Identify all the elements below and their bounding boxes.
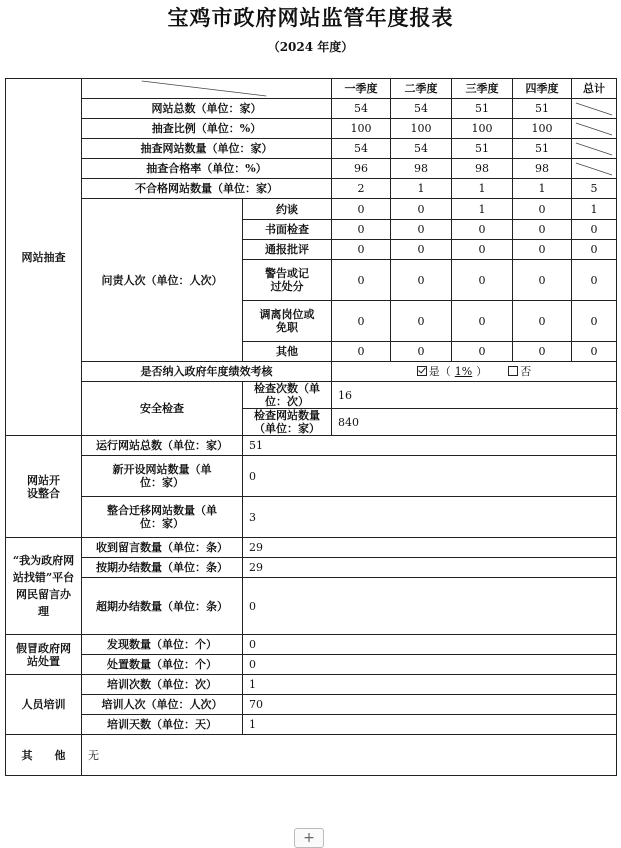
table-cell: 100	[332, 119, 391, 139]
table-cell: 51	[513, 139, 572, 159]
table-cell: 70	[243, 695, 617, 715]
table-row	[6, 715, 617, 735]
option-yes-label: 是（	[428, 365, 451, 378]
table-cell: 51	[452, 99, 513, 119]
accountability-label: 问责人次（单位：人次）	[82, 199, 243, 362]
report-year: （2024 年度）	[267, 40, 354, 54]
table-row	[6, 578, 617, 635]
table-cell: 1	[243, 675, 617, 695]
table-cell: 100	[452, 119, 513, 139]
table-cell: 0	[332, 220, 391, 240]
table-cell: 98	[452, 159, 513, 179]
table-cell: 0	[332, 260, 391, 301]
section-messages: “我为政府网站找错”平台网民留言办理	[6, 538, 82, 635]
row-label: 检查网站数量（单位：家）	[243, 409, 332, 436]
table-cell: 0	[332, 240, 391, 260]
row-label: 不合格网站数量（单位：家）	[82, 179, 332, 199]
table-row	[6, 436, 617, 456]
row-label: 培训次数（单位：次）	[82, 675, 243, 695]
table-cell: 29	[243, 538, 617, 558]
section-opening: 网站开设整合	[6, 436, 82, 538]
table-cell: 29	[243, 558, 617, 578]
row-label: 培训人次（单位：人次）	[82, 695, 243, 715]
table-cell: 1	[572, 199, 617, 220]
row-label: 收到留言数量（单位：条）	[82, 538, 243, 558]
table-cell: 0	[452, 342, 513, 362]
table-cell: 0	[243, 578, 617, 635]
table-cell: 0	[243, 635, 617, 655]
table-cell: 54	[391, 99, 452, 119]
row-label: 培训天数（单位：天）	[82, 715, 243, 735]
slash-cell	[572, 159, 617, 179]
table-row	[6, 139, 617, 159]
report-title: 宝鸡市政府网站监管年度报表	[167, 5, 454, 30]
row-label: 整合迁移网站数量（单位：家）	[82, 497, 243, 538]
row-label: 运行网站总数（单位：家）	[82, 436, 243, 456]
table-cell: 1	[391, 179, 452, 199]
table-cell: 0	[513, 199, 572, 220]
table-cell: 无	[82, 735, 617, 776]
header-total: 总计	[572, 79, 617, 99]
table-row	[6, 179, 617, 199]
table-row	[6, 119, 617, 139]
table-cell: 0	[243, 456, 617, 497]
row-label: 处置数量（单位：个）	[82, 655, 243, 675]
table-row	[6, 382, 617, 409]
row-label: 发现数量（单位：个）	[82, 635, 243, 655]
header-q3: 三季度	[452, 79, 513, 99]
table-cell: 54	[332, 139, 391, 159]
table-row	[6, 675, 617, 695]
row-label: 抽查网站数量（单位：家）	[82, 139, 332, 159]
table-cell: 0	[513, 301, 572, 342]
table-cell: 1	[513, 179, 572, 199]
section-other: 其 他	[6, 735, 82, 776]
table-row	[6, 558, 617, 578]
table-cell: 0	[513, 240, 572, 260]
table-row	[6, 159, 617, 179]
header-q2: 二季度	[391, 79, 452, 99]
table-cell: 1	[452, 179, 513, 199]
slash-cell	[572, 139, 617, 159]
table-cell: 0	[572, 240, 617, 260]
table-row	[6, 362, 617, 382]
table-cell: 0	[513, 342, 572, 362]
slash-cell	[572, 119, 617, 139]
assessment-label: 是否纳入政府年度绩效考核	[82, 362, 332, 382]
table-cell: 51	[452, 139, 513, 159]
table-row	[6, 635, 617, 655]
option-no-label: 否	[520, 365, 532, 378]
row-label: 通报批评	[243, 240, 332, 260]
table-cell: 0	[572, 220, 617, 240]
table-row	[6, 99, 617, 119]
row-label: 书面检查	[243, 220, 332, 240]
table-cell: 98	[513, 159, 572, 179]
table-cell: 2	[332, 179, 391, 199]
assessment-options	[332, 362, 617, 382]
table-cell: 100	[513, 119, 572, 139]
table-cell: 3	[243, 497, 617, 538]
table-cell: 51	[243, 436, 617, 456]
table-cell: 840	[332, 409, 617, 436]
table-cell: 0	[572, 342, 617, 362]
table-cell: 0	[572, 260, 617, 301]
table-row	[6, 695, 617, 715]
table-cell: 54	[332, 99, 391, 119]
section-training: 人员培训	[6, 675, 82, 735]
table-cell: 98	[391, 159, 452, 179]
table-cell: 0	[452, 301, 513, 342]
table-cell: 0	[452, 220, 513, 240]
row-label: 检查次数（单位：次）	[243, 382, 332, 409]
table-row	[6, 735, 617, 776]
table-cell: 1	[243, 715, 617, 735]
row-label: 抽查合格率（单位：%）	[82, 159, 332, 179]
header-q4: 四季度	[513, 79, 572, 99]
expand-button[interactable]: +	[294, 828, 324, 848]
header-diagonal-cell	[82, 79, 332, 99]
slash-cell	[572, 99, 617, 119]
option-yes-close: ）	[476, 365, 488, 378]
table-cell: 0	[243, 655, 617, 675]
table-cell: 5	[572, 179, 617, 199]
row-label: 按期办结数量（单位：条）	[82, 558, 243, 578]
checkbox-no[interactable]	[508, 366, 518, 376]
table-cell: 16	[332, 382, 617, 409]
row-label: 网站总数（单位：家）	[82, 99, 332, 119]
section-security: 安全检查	[82, 382, 243, 436]
section-fake-sites: 假冒政府网站处置	[6, 635, 82, 675]
checkbox-yes[interactable]	[417, 366, 427, 376]
row-label: 超期办结数量（单位：条）	[82, 578, 243, 635]
header-q1: 一季度	[332, 79, 391, 99]
table-cell: 0	[513, 260, 572, 301]
table-cell: 51	[513, 99, 572, 119]
table-cell: 0	[452, 240, 513, 260]
table-row	[6, 538, 617, 558]
table-cell: 0	[391, 342, 452, 362]
table-row	[6, 199, 617, 220]
table-cell: 1	[452, 199, 513, 220]
row-label: 警告或记过处分	[243, 260, 332, 301]
table-cell: 96	[332, 159, 391, 179]
table-cell: 0	[391, 260, 452, 301]
table-row	[6, 497, 617, 538]
row-label: 其他	[243, 342, 332, 362]
report-table	[5, 78, 617, 776]
table-cell: 0	[513, 220, 572, 240]
table-cell: 0	[391, 301, 452, 342]
assessment-percent: 1%	[454, 365, 473, 378]
row-label: 约谈	[243, 199, 332, 220]
table-row	[6, 655, 617, 675]
table-row	[6, 456, 617, 497]
table-cell: 0	[332, 199, 391, 220]
header-row	[6, 79, 617, 99]
row-label: 新开设网站数量（单位：家）	[82, 456, 243, 497]
table-cell: 0	[391, 220, 452, 240]
row-label: 调离岗位或免职	[243, 301, 332, 342]
section-spot-check: 网站抽查	[6, 79, 82, 436]
row-label: 抽查比例（单位：%）	[82, 119, 332, 139]
table-cell: 0	[391, 240, 452, 260]
table-cell: 54	[391, 139, 452, 159]
table-cell: 0	[391, 199, 452, 220]
table-cell: 0	[572, 301, 617, 342]
table-cell: 100	[391, 119, 452, 139]
table-cell: 0	[332, 301, 391, 342]
table-cell: 0	[452, 260, 513, 301]
table-cell: 0	[332, 342, 391, 362]
